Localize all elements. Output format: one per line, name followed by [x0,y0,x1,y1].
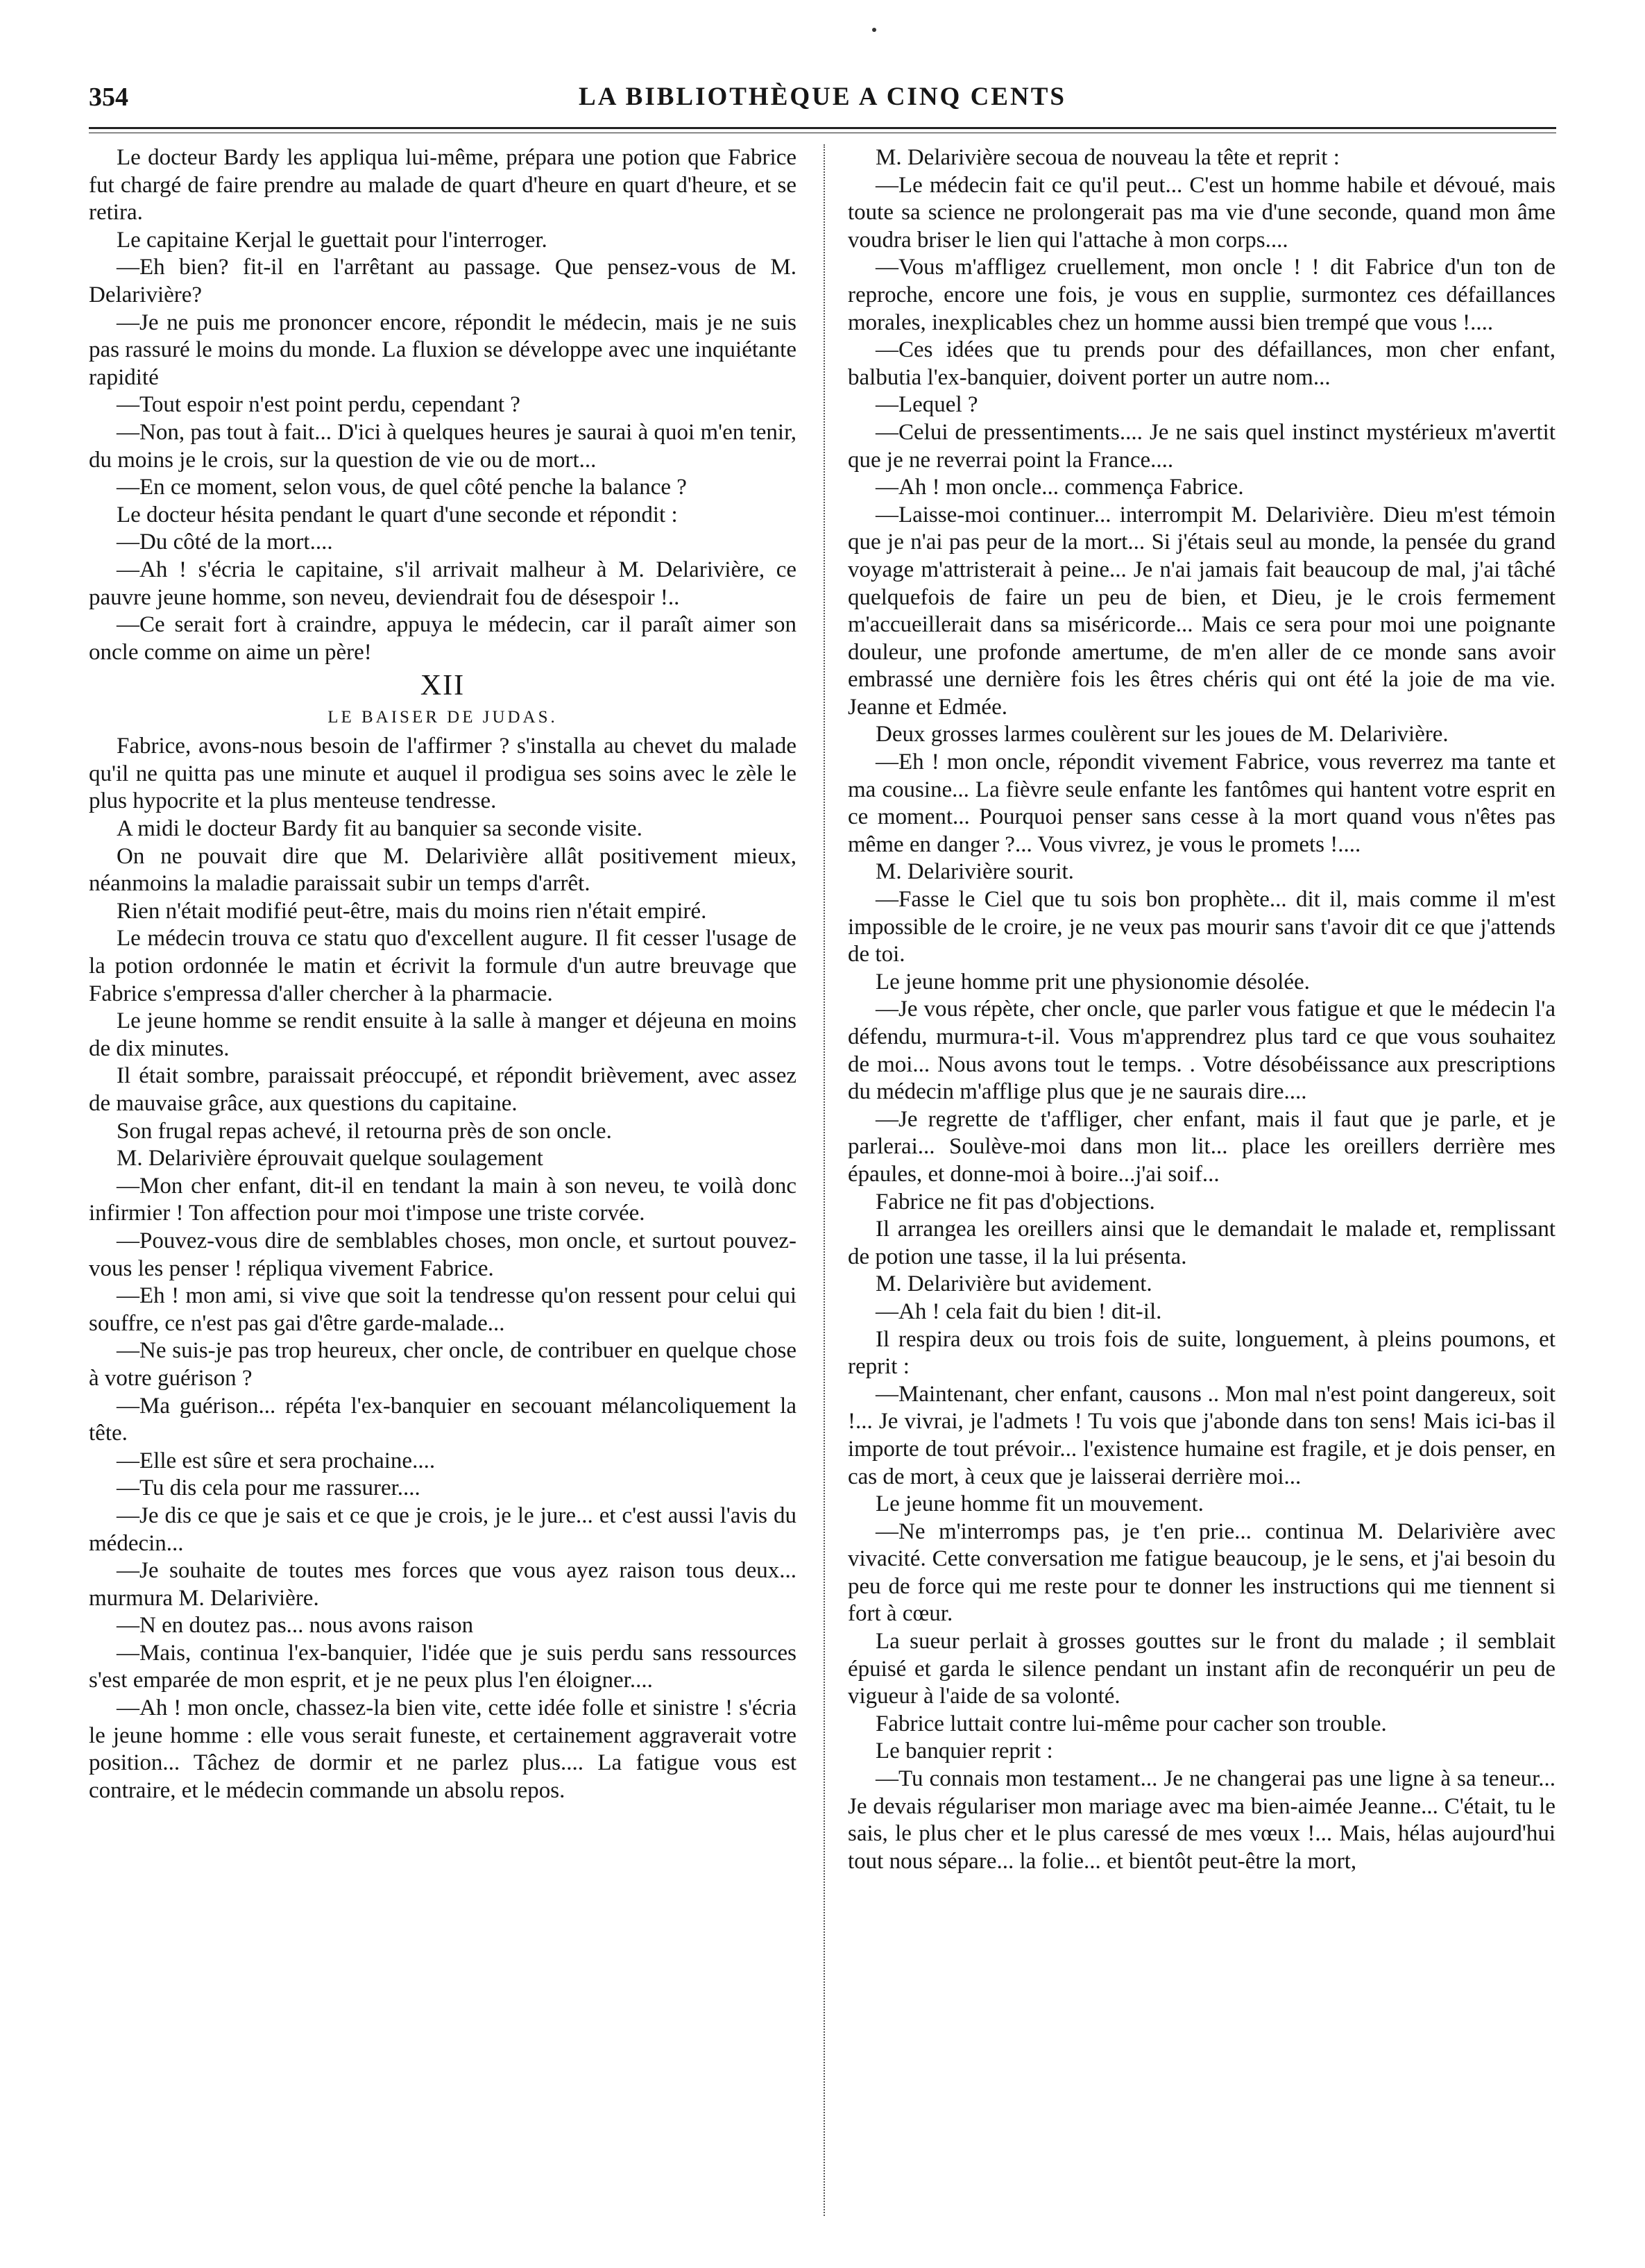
paragraph: —Mon cher enfant, dit-il en tendant la main à son neveu, te voilà donc infirmier ! Ton affection pour moi t'impose une triste corvée. [89,1173,796,1226]
right-column [848,144,1555,1875]
paragraph: Le capitaine Kerjal le guettait pour l'interroger. [117,227,547,253]
paragraph: A midi le docteur Bardy fit au banquier sa seconde visite. [117,816,642,842]
header-rule [89,127,1556,129]
paragraph: —Non, pas tout à fait... D'ici à quelques heures je saurai à quoi m'en tenir, du moins je le crois, sur la question de vie ou de mort... [89,419,796,473]
paragraph: —Ce serait fort à craindre, appuya le médecin, car il paraît aimer son oncle comme on aime un père! [89,612,796,665]
paragraph: —Vous m'affligez cruellement, mon oncle ! ! dit Fabrice d'un ton de reproche, encore une fois, je vous en supplie, surmontez ces défaillances morales, inexplicables chez un homme aussi bien trempé que vous !.... [848,255,1555,335]
column-divider [824,144,825,2216]
paragraph: —Ah ! cela fait du bien ! dit-il. [876,1298,1162,1324]
page-number: 354 [89,83,128,112]
print-speck [872,28,876,32]
paragraph: M. Delarivière but avidement. [876,1271,1152,1297]
paragraph: —Ah ! s'écria le capitaine, s'il arrivait malheur à M. Delarivière, ce pauvre jeune homme, son neveu, deviendrait fou de désespoir !.. [89,557,796,610]
paragraph: Fabrice luttait contre lui-même pour cacher son trouble. [876,1711,1387,1736]
right-paragraphs [848,144,1555,1875]
paragraph: —Lequel ? [876,392,978,418]
left-column [89,144,796,1804]
paragraph: M. Delarivière éprouvait quelque soulagement [117,1146,543,1171]
paragraph: —Celui de pressentiments.... Je ne sais quel instinct mystérieux m'avertit que je ne reverrai point la France.... [848,419,1555,473]
running-title: LA BIBLIOTHÈQUE A CINQ CENTS [579,83,1066,111]
paragraph: —En ce moment, selon vous, de quel côté penche la balance ? [117,475,687,500]
left-paragraphs-after [89,733,796,1804]
paragraph: —Ma guérison... répéta l'ex-banquier en secouant mélancoliquement la tête. [89,1393,796,1446]
paragraph: —Je vous répète, cher oncle, que parler vous fatigue et que le médecin l'a défendu, murmura-t-il. Vous m'apprendrez plus tard ce que vous souhaitez de moi... Nous avons tout le temps. . Votre désobéissance aux prescriptions du médecin m'afflige plus que je ne saurais dire.... [848,997,1555,1105]
paragraph: —Tu dis cela pour me rassurer.... [117,1475,420,1501]
paragraph: Le docteur Bardy les appliqua lui-même, prépara une potion que Fabrice fut chargé de faire prendre au malade de quart d'heure en quart d'heure, et se retira. [89,145,796,226]
paragraph: Le jeune homme fit un mouvement. [876,1491,1204,1517]
paragraph: —Pouvez-vous dire de semblables choses, mon oncle, et surtout pouvez-vous les penser ! répliqua vivement Fabrice. [89,1228,796,1281]
paragraph: Fabrice ne fit pas d'objections. [876,1189,1155,1215]
chapter-number: XII [420,670,466,702]
paragraph: —Maintenant, cher enfant, causons .. Mon mal n'est point dangereux, soit !... Je vivrai, je l'admets ! Tu vois que j'abonde dans ton sens! Mais ici-bas il importe de tout prévoir... l'existence humaine est fragile, et je dois penser, en cas de mort, à ceux que je laisserai derrière moi... [848,1381,1555,1489]
paragraph: Il respira deux ou trois fois de suite, longuement, à pleins poumons, et reprit : [848,1326,1555,1380]
paragraph: —Laisse-moi continuer... interrompit M. Delarivière. Dieu m'est témoin que je n'ai pas peur de la mort... Si j'étais seul au monde, la pensée du grand voyage m'attristerait à peine... Je n'ai jamais fait beaucoup de mal, j'ai tâché quelquefois de faire un peu de bien, et Dieu, je le crois fermement m'accueillerait dans sa miséricorde... Mais ce sera pour moi une poignante douleur, une profonde amertume, de m'en aller de ce monde sans avoir embrassé une dernière fois les êtres chéris qui ont été la joie de ma vie. Jeanne et Edmée. [848,502,1555,720]
paragraph: —Eh bien? fit-il en l'arrêtant au passage. Que pensez-vous de M. Delarivière? [89,255,796,307]
paragraph: Il était sombre, paraissait préoccupé, et répondit brièvement, avec assez de mauvaise grâce, aux questions du capitaine. [89,1063,796,1116]
paragraph: Le jeune homme se rendit ensuite à la salle à manger et déjeuna en moins de dix minutes. [89,1008,796,1061]
paragraph: Il arrangea les oreillers ainsi que le demandait le malade et, remplissant de potion une tasse, il la lui présenta. [848,1217,1555,1269]
left-paragraphs [89,144,796,666]
page-header [89,82,1556,132]
paragraph: Deux grosses larmes coulèrent sur les joues de M. Delarivière. [876,722,1449,747]
paragraph: —N en doutez pas... nous avons raison [117,1613,474,1639]
paragraph: —Ah ! mon oncle... commença Fabrice. [876,475,1244,500]
paragraph: —Eh ! mon ami, si vive que soit la tendresse qu'on ressent pour celui qui souffre, ce n'est pas gai d'être garde-malade... [89,1283,796,1336]
chapter-title: LE BAISER DE JUDAS. [327,708,558,727]
paragraph: Son frugal repas achevé, il retourna près de son oncle. [117,1118,612,1144]
paragraph: —Je ne puis me prononcer encore, répondit le médecin, mais je ne suis pas rassuré le moins du monde. La fluxion se développe avec une inquiétante rapidité [89,310,796,390]
paragraph: —Mais, continua l'ex-banquier, l'idée que je suis perdu sans ressources s'est emparée de mon esprit, et je ne peux plus l'en éloigner.... [89,1640,796,1693]
paragraph: Le banquier reprit : [876,1738,1053,1764]
paragraph: —Ah ! mon oncle, chassez-la bien vite, cette idée folle et sinistre ! s'écria le jeune homme : elle vous serait funeste, et certainement aggraverait votre position... Tâchez de dormir et ne parlez plus.... La fatigue vous est contraire, et le médecin commande un absolu repos. [89,1695,796,1803]
paragraph: —Je dis ce que je sais et ce que je crois, je le jure... et c'est aussi l'avis du médecin... [89,1503,796,1556]
paragraph: —Je regrette de t'affliger, cher enfant, mais il faut que je parle, et je parlerai... Soulève-moi dans mon lit... place les oreillers derrière mes épaules, et donne-moi à boire...j'ai soif... [848,1106,1555,1187]
paragraph: —Eh ! mon oncle, répondit vivement Fabrice, vous reverrez ma tante et ma cousine... La fièvre seule enfante les fantômes qui hantent votre esprit en ce moment... Pourquoi penser sans cesse à la mort quand vous n'êtes pas même en danger ?... Vous vivrez, je vous le promets !.... [848,750,1555,857]
paragraph: —Ne suis-je pas trop heureux, cher oncle, de contribuer en quelque chose à votre guérison ? [89,1338,796,1391]
paragraph: M. Delarivière sourit. [876,859,1074,885]
paragraph: —Tout espoir n'est point perdu, cependant ? [117,392,520,418]
paragraph: —Elle est sûre et sera prochaine.... [117,1448,436,1473]
paragraph: On ne pouvait dire que M. Delarivière allât positivement mieux, néanmoins la maladie paraissait subir un temps d'arrêt. [89,843,796,897]
paragraph: Fabrice, avons-nous besoin de l'affirmer ? s'installa au chevet du malade qu'il ne quitta pas une minute et auquel il prodigua ses soins avec le zèle le plus hypocrite et la plus menteuse tendresse. [89,734,796,814]
paragraph: —Je souhaite de toutes mes forces que vous ayez raison tous deux... murmura M. Delarivière. [89,1558,796,1611]
paragraph: Rien n'était modifié peut-être, mais du moins rien n'était empiré. [117,898,707,924]
paragraph: —Fasse le Ciel que tu sois bon prophète... dit il, mais comme il m'est impossible de le croire, je ne veux pas mourir sans t'avoir dit ce que j'attends de toi. [848,887,1555,967]
paragraph: Le médecin trouva ce statu quo d'excellent augure. Il fit cesser l'usage de la potion ordonnée le matin et écrivit la formule d'un autre breuvage que Fabrice s'empressa d'aller chercher à la pharmacie. [89,926,796,1006]
paragraph: —Ne m'interromps pas, je t'en prie... continua M. Delarivière avec vivacité. Cette conversation me fatigue beaucoup, je le sens, et j'ai besoin du peu de force qui me reste pour te donner les instructions qui me tiennent si fort à cœur. [848,1518,1555,1627]
paragraph: —Ces idées que tu prends pour des défaillances, mon cher enfant, balbutia l'ex-banquier, doivent porter un autre nom... [848,337,1555,390]
paragraph: Le jeune homme prit une physionomie désolée. [876,969,1310,995]
paragraph: Le docteur hésita pendant le quart d'une seconde et répondit : [117,502,678,527]
paragraph: —Le médecin fait ce qu'il peut... C'est un homme habile et dévoué, mais toute sa science ne prolongerait pas ma vie d'une seconde, quand mon âme voudra briser le lien qui l'attache à mon corps.... [848,172,1555,253]
paragraph: —Du côté de la mort.... [117,530,333,555]
paragraph: La sueur perlait à grosses gouttes sur le front du malade ; il semblait épuisé et garda le silence pendant un instant afin de reconquérir un peu de vigueur à l'aide de sa volonté. [848,1629,1555,1709]
paragraph: —Tu connais mon testament... Je ne changerai pas une ligne à sa teneur... Je devais régulariser mon mariage avec ma bien-aimée Jeanne... C'était, tu le sais, le plus cher et le plus caressé de mes vœux !... Mais, hélas aujourd'hui tout nous sépare... la folie... et bientôt peut-être la mort, [848,1766,1555,1874]
paragraph: M. Delarivière secoua de nouveau la tête et reprit : [876,145,1340,170]
